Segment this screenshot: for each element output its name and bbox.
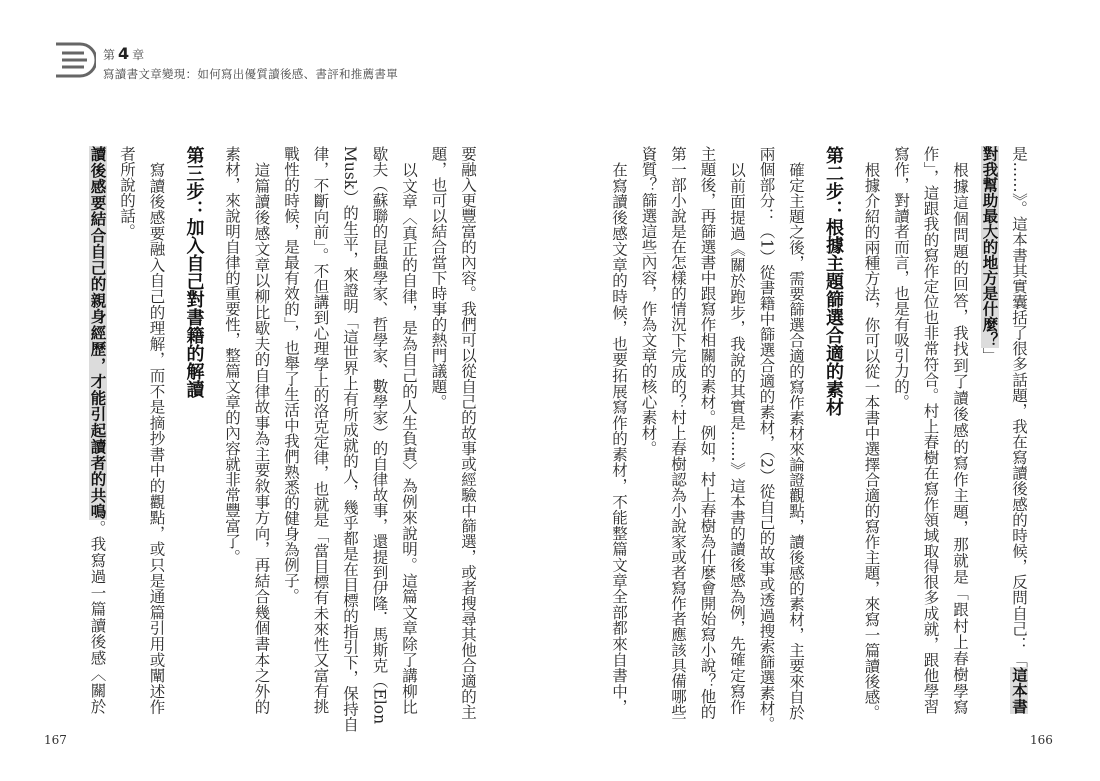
text-column (217, 146, 247, 714)
page-number-left: 167 (44, 733, 67, 747)
text-column (856, 146, 886, 720)
running-header (103, 44, 398, 82)
text-segment: 兩個部分：（1）從書籍中篩選合適的素材，（2）從自己的故事或透過搜索篩選素材。 (757, 146, 776, 732)
page-number-right: 166 (1030, 733, 1053, 747)
text-segment: 在寫讀後感文章的時候，也要拓展寫作的素材，不能整篇文章全部都來自書中， (610, 161, 628, 714)
text-segment: 確定主題之後，需要篩選合適的寫作素材來論證觀點，讀後感的素材，主要來自於 (787, 161, 805, 720)
text-column (423, 146, 453, 714)
text-column (886, 146, 916, 714)
text-segment: 者所說的話。 (118, 146, 136, 239)
text-segment: 是……》。這本書其實囊括了很多話題，我在寫讀後感的時候，反問自己：「 (1010, 146, 1028, 668)
text-column (82, 146, 112, 714)
text-segment: 作」，這跟我的寫作定位也非常符合。村上春樹在寫作領域取得很多成就，跟他學習 (921, 146, 940, 714)
text-segment: 」 (980, 347, 999, 363)
text-column (335, 146, 365, 732)
chapter-menu-icon (54, 40, 96, 80)
text-column (722, 146, 752, 714)
text-segment: 要融入更豐富的內容。我們可以從自己的故事或經驗中篩選，或者搜尋其他合適的主 (459, 146, 477, 720)
text-segment: 寫作，對讀者而言，也是有吸引力的。 (892, 146, 910, 410)
chapter-title: 寫讀書文章變現：如何寫出優質讀後感、書評和推薦書單 (103, 67, 398, 81)
text-segment: 以文章〈真正的自律，是為自己的人生負責〉為例來說明。這篇文章除了講柳比 (400, 161, 418, 714)
text-column (604, 146, 634, 714)
text-column (915, 146, 945, 714)
text-segment: 寫讀後感要融入自己的理解，而不是摘抄書中的觀點，或只是通篇引用或闡述作 (147, 161, 166, 714)
text-segment: 題，也可以結合當下時事的熱門議題。 (429, 146, 448, 410)
text-segment: 資質？篩選這些內容，作為文章的核心素材。 (639, 146, 658, 456)
chapter-number (103, 44, 398, 63)
text-column (394, 146, 424, 714)
text-segment: 這篇讀後感文章以柳比歇夫的自律故事為主要敘事方向，再結合幾個書本之外的 (252, 161, 271, 714)
text-segment: 律，不斷向前」。不但講到心理學上的洛克定律，也就是「當目標有未來性又富有挑 (311, 146, 330, 714)
left-page-body (82, 146, 482, 732)
text-segment: 戰性的時候，是最有效的」，也舉了生活中我們熟悉的健身為例子。 (282, 146, 300, 604)
text-column (663, 146, 693, 720)
text-column (751, 146, 781, 732)
text-column (305, 146, 335, 714)
right-page-body (604, 146, 1034, 732)
text-segment: 主題後，再篩選書中跟寫作相關的素材。例如，村上春樹為什麼會開始寫小說？他的 (698, 146, 717, 720)
text-segment: 。我寫過一篇讀後感〈關於 (88, 519, 107, 714)
text-column (246, 146, 276, 714)
text-column (692, 146, 722, 720)
text-segment: 第二步：根據主題篩選合適的素材 (823, 146, 844, 416)
text-segment: 第三步：加入自己對書籍的解讀 (183, 146, 205, 398)
chapter-suffix: 章 (132, 48, 145, 62)
highlighted-text: 對我幫助最大的地方是什麼？ (980, 146, 999, 348)
text-column (141, 146, 171, 714)
text-segment: 第一部小說是在怎樣的情況下完成的？村上春樹認為小說家或者寫作者應該具備哪些 (669, 146, 687, 720)
text-segment: 以前面提過《關於跑步，我說的其實是……》這本書的讀後感為例，先確定寫作 (728, 161, 746, 714)
section-heading (818, 146, 848, 714)
text-column (633, 146, 663, 714)
text-segment: 素材，來說明自律的重要性，整篇文章的內容就非常豐富了。 (223, 146, 241, 565)
highlighted-text: 讀後感要結合自己的親身經歷，才能引起讀者的共鳴 (88, 146, 107, 520)
text-column (112, 146, 142, 714)
text-segment: Musk）的生平，來證明「這世界上有所成就的人，幾乎都是在目標的指引下，保持自 (341, 146, 359, 732)
text-segment: 根據介紹的兩種方法，你可以從一本書中選擇合適的寫作主題，來寫一篇讀後感。 (862, 161, 881, 720)
chapter-number-value: 4 (118, 44, 130, 63)
text-column (1004, 146, 1034, 714)
text-column (945, 146, 975, 714)
text-column (276, 146, 306, 714)
text-column (974, 146, 1004, 714)
text-segment: 根據這個問題的回答，我找到了讀後感的寫作主題，那就是「跟村上春樹學寫 (951, 161, 969, 714)
text-column (364, 146, 394, 725)
section-heading (179, 146, 209, 714)
chapter-prefix: 第 (103, 48, 116, 62)
highlighted-text: 這本書 (1010, 667, 1028, 715)
text-column (781, 146, 811, 720)
text-segment: 歇夫（蘇聯的昆蟲學家、哲學家、數學家）的自律故事，還提到伊隆．馬斯克（Elon (370, 146, 389, 725)
text-column (453, 146, 483, 720)
